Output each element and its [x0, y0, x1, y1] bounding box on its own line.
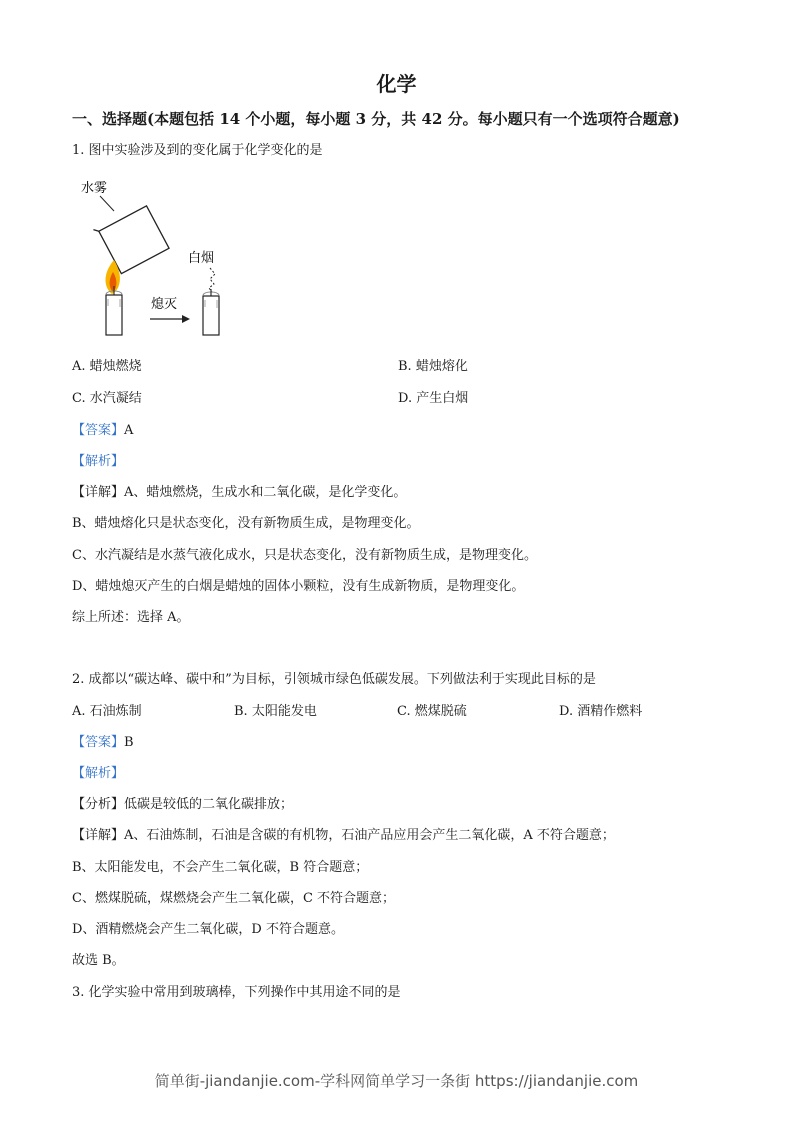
q2-option-d: D. 酒精作燃料 [559, 704, 643, 719]
q2-detail-line-4: D、酒精燃烧会产生二氧化碳，D 不符合题意。 [72, 922, 344, 937]
q2-detail-line-1 [72, 827, 615, 845]
q1-analysis-tag: 【解析】 [72, 454, 125, 469]
q1-option-c: C. 水汽凝结 [72, 391, 142, 406]
q1-detail-line-3: C、水汽凝结是水蒸气液化成水，只是状态变化，没有新物质生成，是物理变化。 [72, 548, 537, 563]
page-title: 化学 [376, 72, 417, 96]
analysis-sub-text: 低碳是较低的二氧化碳排放； [124, 797, 294, 812]
q1-option-d: D. 产生白烟 [398, 391, 469, 406]
q1-option-b: B. 蜡烛熔化 [398, 359, 468, 374]
label-extinguish: 熄灭 [151, 297, 178, 312]
q2-option-c: C. 燃煤脱硫 [397, 704, 467, 719]
q2-detail-line-2: B、太阳能发电，不会产生二氧化碳，B 符合题意； [72, 860, 369, 875]
answer-tag: 【答案】 [72, 735, 125, 750]
mist-pointer [100, 196, 114, 211]
detail-tag: 【详解】 [72, 485, 125, 500]
question-3-stem: 3. 化学实验中常用到玻璃棒，下列操作中其用途不同的是 [72, 985, 401, 1000]
question-2-stem: 2. 成都以“碳达峰、碳中和”为目标，引领城市绿色低碳发展。下列做法利于实现此目标的是 [72, 672, 596, 687]
answer-tag: 【答案】 [72, 423, 125, 438]
q2-detail-line-3: C、燃煤脱硫，煤燃烧会产生二氧化碳，C 不符合题意； [72, 891, 396, 906]
label-smoke: 白烟 [188, 251, 215, 266]
q2-answer [72, 734, 134, 752]
candle-experiment-figure [78, 176, 248, 346]
detail-text: A、蜡烛燃烧，生成水和二氧化碳，是化学变化。 [124, 485, 407, 500]
detail-tag: 【详解】 [72, 828, 125, 843]
analysis-sub-tag: 【分析】 [72, 797, 125, 812]
q1-conclusion: 综上所述：选择 A。 [72, 610, 190, 625]
q1-detail-line-1 [72, 484, 406, 502]
page-footer: 简单街-jiandanjie.com-学科网简单学习一条街 https://jiandanjie.com [154, 1072, 639, 1090]
q2-analysis [72, 796, 293, 814]
q2-analysis-tag: 【解析】 [72, 766, 125, 781]
q2-option-a: A. 石油炼制 [72, 704, 142, 719]
answer-value: A [124, 423, 134, 438]
answer-value: B [124, 735, 134, 750]
candle-right-icon [203, 289, 219, 335]
arrow-right-icon [150, 315, 190, 323]
question-1-stem: 1. 图中实验涉及到的变化属于化学变化的是 [72, 143, 323, 158]
label-mist: 水雾 [81, 181, 108, 196]
detail-text: A、石油炼制，石油是含碳的有机物，石油产品应用会产生二氧化碳，A 不符合题意； [124, 828, 615, 843]
beaker-icon [93, 202, 169, 275]
q2-option-b: B. 太阳能发电 [234, 704, 317, 719]
q1-answer [72, 422, 133, 440]
q2-conclusion: 故选 B。 [72, 953, 125, 968]
section-heading: 一、选择题(本题包括 14 个小题，每小题 3 分，共 42 分。每小题只有一个选项符合题意) [72, 110, 680, 128]
smoke-icon [209, 268, 215, 292]
q1-detail-line-2: B、蜡烛熔化只是状态变化，没有新物质生成，是物理变化。 [72, 516, 420, 531]
q1-detail-line-4: D、蜡烛熄灭产生的白烟是蜡烛的固体小颗粒，没有生成新物质，是物理变化。 [72, 579, 525, 594]
q1-option-a: A. 蜡烛燃烧 [72, 359, 142, 374]
candle-left-icon [106, 286, 122, 335]
